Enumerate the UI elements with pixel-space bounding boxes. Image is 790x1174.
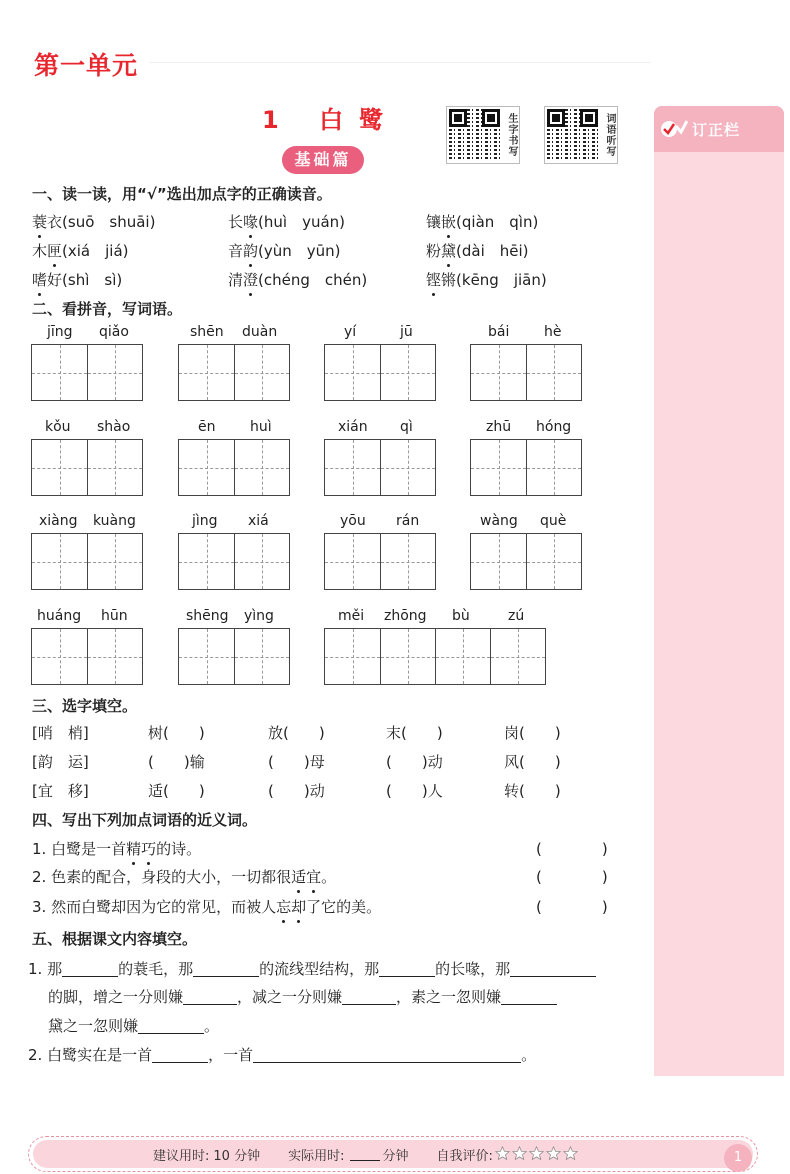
synonym-item: 1. 白鹭是一首精巧的诗。 — [32, 840, 202, 858]
pinyin-label: yōu — [340, 513, 366, 529]
pinyin-label: hè — [544, 324, 562, 340]
fill-blank[interactable]: 树( ) — [148, 724, 205, 742]
fill-blank[interactable]: ( )动 — [386, 753, 443, 771]
lesson-number: 1 — [262, 106, 295, 134]
level-badge: 基础篇 — [282, 146, 364, 174]
actual-time-input[interactable] — [350, 1147, 380, 1161]
writing-boxes[interactable] — [470, 533, 582, 590]
blank-input[interactable] — [193, 961, 259, 977]
blank-input[interactable] — [183, 989, 237, 1005]
pinyin-label: què — [540, 513, 567, 529]
star-icon[interactable] — [495, 1146, 510, 1161]
reading-item[interactable]: 长喙(huì yuán) — [228, 213, 345, 231]
divider — [150, 62, 650, 63]
blank-input[interactable] — [501, 989, 557, 1005]
pinyin-label: zhū — [486, 419, 512, 435]
pinyin-label: kuàng — [93, 513, 136, 529]
check-mark-icon — [660, 118, 688, 140]
pinyin-label: shēng — [186, 608, 229, 624]
dotted-word: 精巧 — [126, 840, 157, 858]
synonym-item: 3. 然而白鹭却因为它的常见，而被人忘却了它的美。 — [32, 898, 382, 916]
pinyin-label: xiá — [248, 513, 269, 529]
lesson-name: 白鹭 — [319, 106, 400, 134]
writing-boxes[interactable] — [324, 628, 546, 685]
reading-item[interactable]: 嗜好(shì sì) — [32, 271, 123, 289]
pinyin-label: yìng — [244, 608, 274, 624]
pinyin-label: měi — [338, 608, 365, 624]
pinyin-label: kǒu — [45, 419, 71, 435]
section-5-title: 五、根据课文内容填空。 — [32, 930, 198, 948]
writing-boxes[interactable] — [470, 344, 582, 401]
writing-boxes[interactable] — [178, 439, 290, 496]
reading-item[interactable]: 木匣(xiá jiá) — [32, 242, 129, 260]
section-2-title: 二、看拼音，写词语。 — [32, 300, 183, 318]
pinyin-label: rán — [396, 513, 420, 529]
qr-code-icon — [449, 109, 500, 161]
choice-pair: [韵 运] — [32, 753, 89, 771]
star-icon[interactable] — [563, 1146, 578, 1161]
pinyin-label: zú — [508, 608, 525, 624]
blank-input[interactable] — [379, 961, 435, 977]
writing-boxes[interactable] — [178, 533, 290, 590]
choice-pair: [宜 移] — [32, 782, 89, 800]
sidebar-title: 订正栏 — [692, 120, 741, 139]
reading-item[interactable]: 清澄(chéng chén) — [228, 271, 368, 289]
fill-blank[interactable]: ( )母 — [268, 753, 325, 771]
answer-blank[interactable]: ( ) — [536, 840, 608, 858]
page-number: 1 — [724, 1144, 752, 1172]
reading-item[interactable]: 音韵(yùn yūn) — [228, 242, 341, 260]
pinyin-label: huì — [250, 419, 272, 435]
pinyin-label: hóng — [536, 419, 572, 435]
pinyin-label: yí — [344, 324, 357, 340]
blank-input[interactable] — [510, 961, 596, 977]
pinyin-label: wàng — [480, 513, 518, 529]
self-eval-label: 自我评价: — [436, 1148, 493, 1164]
qr-label: 生字书写 — [506, 113, 517, 157]
fill-line: 1. 那 的蓑毛，那 的流线型结构，那 的长喙，那 — [28, 958, 596, 979]
footer-inner — [33, 1140, 753, 1168]
pinyin-label: jīng — [47, 324, 73, 340]
fill-blank[interactable]: 岗( ) — [504, 724, 561, 742]
lesson-title — [262, 100, 399, 135]
writing-boxes[interactable] — [31, 439, 143, 496]
reading-item[interactable]: 铿锵(kēng jiān) — [426, 271, 547, 289]
qr-label: 词语听写 — [604, 113, 615, 157]
pinyin-label: qiǎo — [99, 324, 129, 340]
fill-line: 黛之一忽则嫌 。 — [48, 1017, 220, 1035]
pinyin-label: shēn — [190, 324, 224, 340]
writing-boxes[interactable] — [324, 533, 436, 590]
dotted-word: 忘却 — [276, 898, 307, 916]
writing-boxes[interactable] — [324, 439, 436, 496]
fill-blank[interactable]: 适( ) — [148, 782, 205, 800]
actual-time-label: 实际用时: — [288, 1148, 345, 1164]
pinyin-label: xián — [338, 419, 368, 435]
fill-blank[interactable]: ( )输 — [148, 753, 205, 771]
writing-boxes[interactable] — [31, 533, 143, 590]
section-4-title: 四、写出下列加点词语的近义词。 — [32, 811, 258, 829]
star-icon[interactable] — [546, 1146, 561, 1161]
writing-boxes[interactable] — [31, 628, 143, 685]
choice-pair: [哨 梢] — [32, 724, 89, 742]
writing-boxes[interactable] — [178, 628, 290, 685]
pinyin-label: xiàng — [39, 513, 78, 529]
answer-blank[interactable]: ( ) — [536, 898, 608, 916]
fill-blank[interactable]: 末( ) — [386, 724, 443, 742]
star-icon[interactable] — [512, 1146, 527, 1161]
qr-code-dictation[interactable] — [544, 106, 618, 164]
fill-blank[interactable]: ( )动 — [268, 782, 325, 800]
pinyin-label: jìng — [192, 513, 218, 529]
rating-stars[interactable] — [493, 1146, 578, 1162]
blank-input[interactable] — [342, 989, 396, 1005]
qr-code-icon — [547, 109, 598, 161]
actual-time-unit: 分钟 — [382, 1148, 409, 1164]
pinyin-label: ēn — [198, 419, 216, 435]
pinyin-label: hūn — [101, 608, 128, 624]
synonym-item: 2. 色素的配合，身段的大小，一切都很适宜。 — [32, 868, 337, 886]
answer-blank[interactable]: ( ) — [536, 868, 608, 886]
dotted-word: 适宜 — [291, 868, 322, 886]
star-icon[interactable] — [529, 1146, 544, 1161]
correction-sidebar — [654, 106, 784, 1076]
unit-title: 第一单元 — [34, 51, 139, 80]
sidebar-header — [654, 106, 784, 152]
fill-blank[interactable]: ( )人 — [386, 782, 443, 800]
reading-item[interactable]: 镶嵌(qiàn qìn) — [426, 213, 539, 231]
writing-boxes[interactable] — [324, 344, 436, 401]
pinyin-label: bù — [452, 608, 470, 624]
fill-line: 的脚，增之一分则嫌 ，减之一分则嫌 ，素之一忽则嫌 — [48, 986, 557, 1007]
section-3-title: 三、选字填空。 — [32, 697, 138, 715]
blank-input[interactable] — [62, 961, 118, 977]
fill-blank[interactable]: 风( ) — [504, 753, 561, 771]
pinyin-label: duàn — [242, 324, 278, 340]
reading-item[interactable]: 粉黛(dài hēi) — [426, 242, 529, 260]
pinyin-label: qì — [400, 419, 413, 435]
footer-bar — [28, 1136, 758, 1172]
blank-input[interactable] — [138, 1018, 204, 1034]
fill-blank[interactable]: 放( ) — [268, 724, 325, 742]
fill-line: 2. 白鹭实在是一首 ，一首 。 — [28, 1046, 537, 1064]
pinyin-label: bái — [488, 324, 510, 340]
writing-boxes[interactable] — [31, 344, 143, 401]
fill-blank[interactable]: 转( ) — [504, 782, 561, 800]
pinyin-label: zhōng — [384, 608, 427, 624]
writing-boxes[interactable] — [470, 439, 582, 496]
blank-input[interactable] — [253, 1047, 521, 1063]
pinyin-label: jū — [400, 324, 413, 340]
qr-code-writing[interactable] — [446, 106, 520, 164]
reading-item[interactable]: 蓑衣(suō shuāi) — [32, 213, 156, 231]
pinyin-label: huáng — [37, 608, 82, 624]
writing-boxes[interactable] — [178, 344, 290, 401]
blank-input[interactable] — [152, 1047, 208, 1063]
pinyin-label: shào — [97, 419, 131, 435]
suggested-time-label: 建议用时: — [153, 1148, 210, 1164]
section-1-title: 一、读一读，用“√”选出加点字的正确读音。 — [32, 185, 332, 203]
suggested-time-value: 10 分钟 — [213, 1148, 261, 1164]
